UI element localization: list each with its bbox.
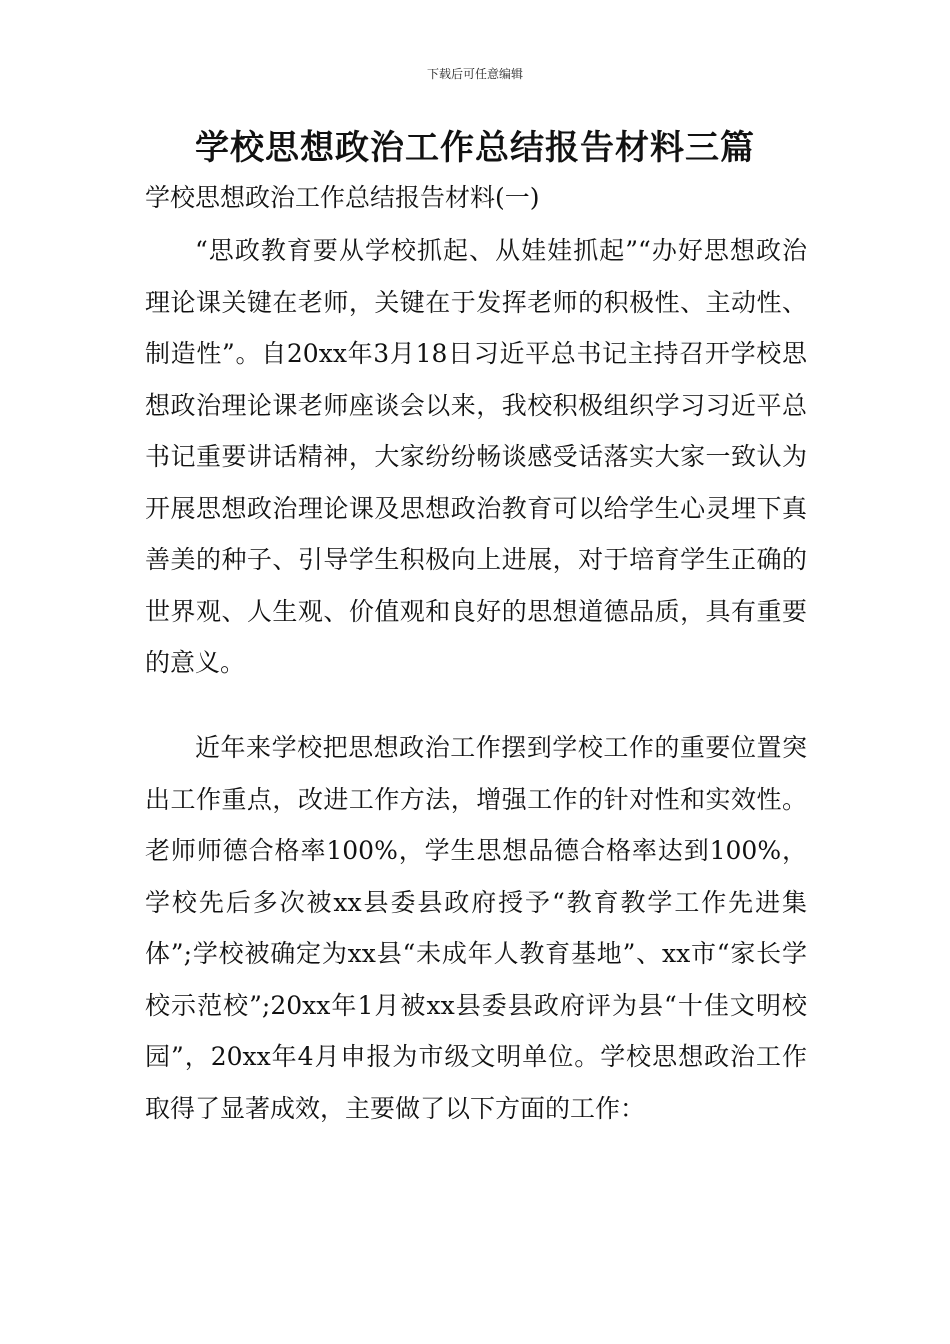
- document-title: 学校思想政治工作总结报告材料三篇: [195, 128, 755, 168]
- section-subtitle: 学校思想政治工作总结报告材料(一): [145, 183, 540, 212]
- paragraph-1: “思政教育要从学校抓起、从娃娃抓起”“办好思想政治理论课关键在老师，关键在于发挥老师的积极性、主动性、制造性”。自20xx年3月18日习近平总书记主持召开学校思想政治理论课老师座谈会以来，我校积极组织学习习近平总书记重要讲话精神，大家纷纷畅谈感受话落实大家一致认为开展思想政治理论课及思想政治教育可以给学生心灵埋下真善美的种子、引导学生积极向上进展，对于培育学生正确的世界观、人生观、价值观和良好的思想道德品质，具有重要的意义。: [145, 236, 807, 677]
- paragraph-2: 近年来学校把思想政治工作摆到学校工作的重要位置突出工作重点，改进工作方法，增强工作的针对性和实效性。老师师德合格率100%，学生思想品德合格率达到100%，学校先后多次被xx县委县政府授予“教育教学工作先进集体”;学校被确定为xx县“未成年人教育基地”、xx市“家长学校示范校”;20xx年1月被xx县委县政府评为县“十佳文明校园”，20xx年4月申报为市级文明单位。学校思想政治工作取得了显著成效，主要做了以下方面的工作：: [145, 733, 807, 1123]
- header-note: 下载后可任意编辑: [426, 67, 523, 81]
